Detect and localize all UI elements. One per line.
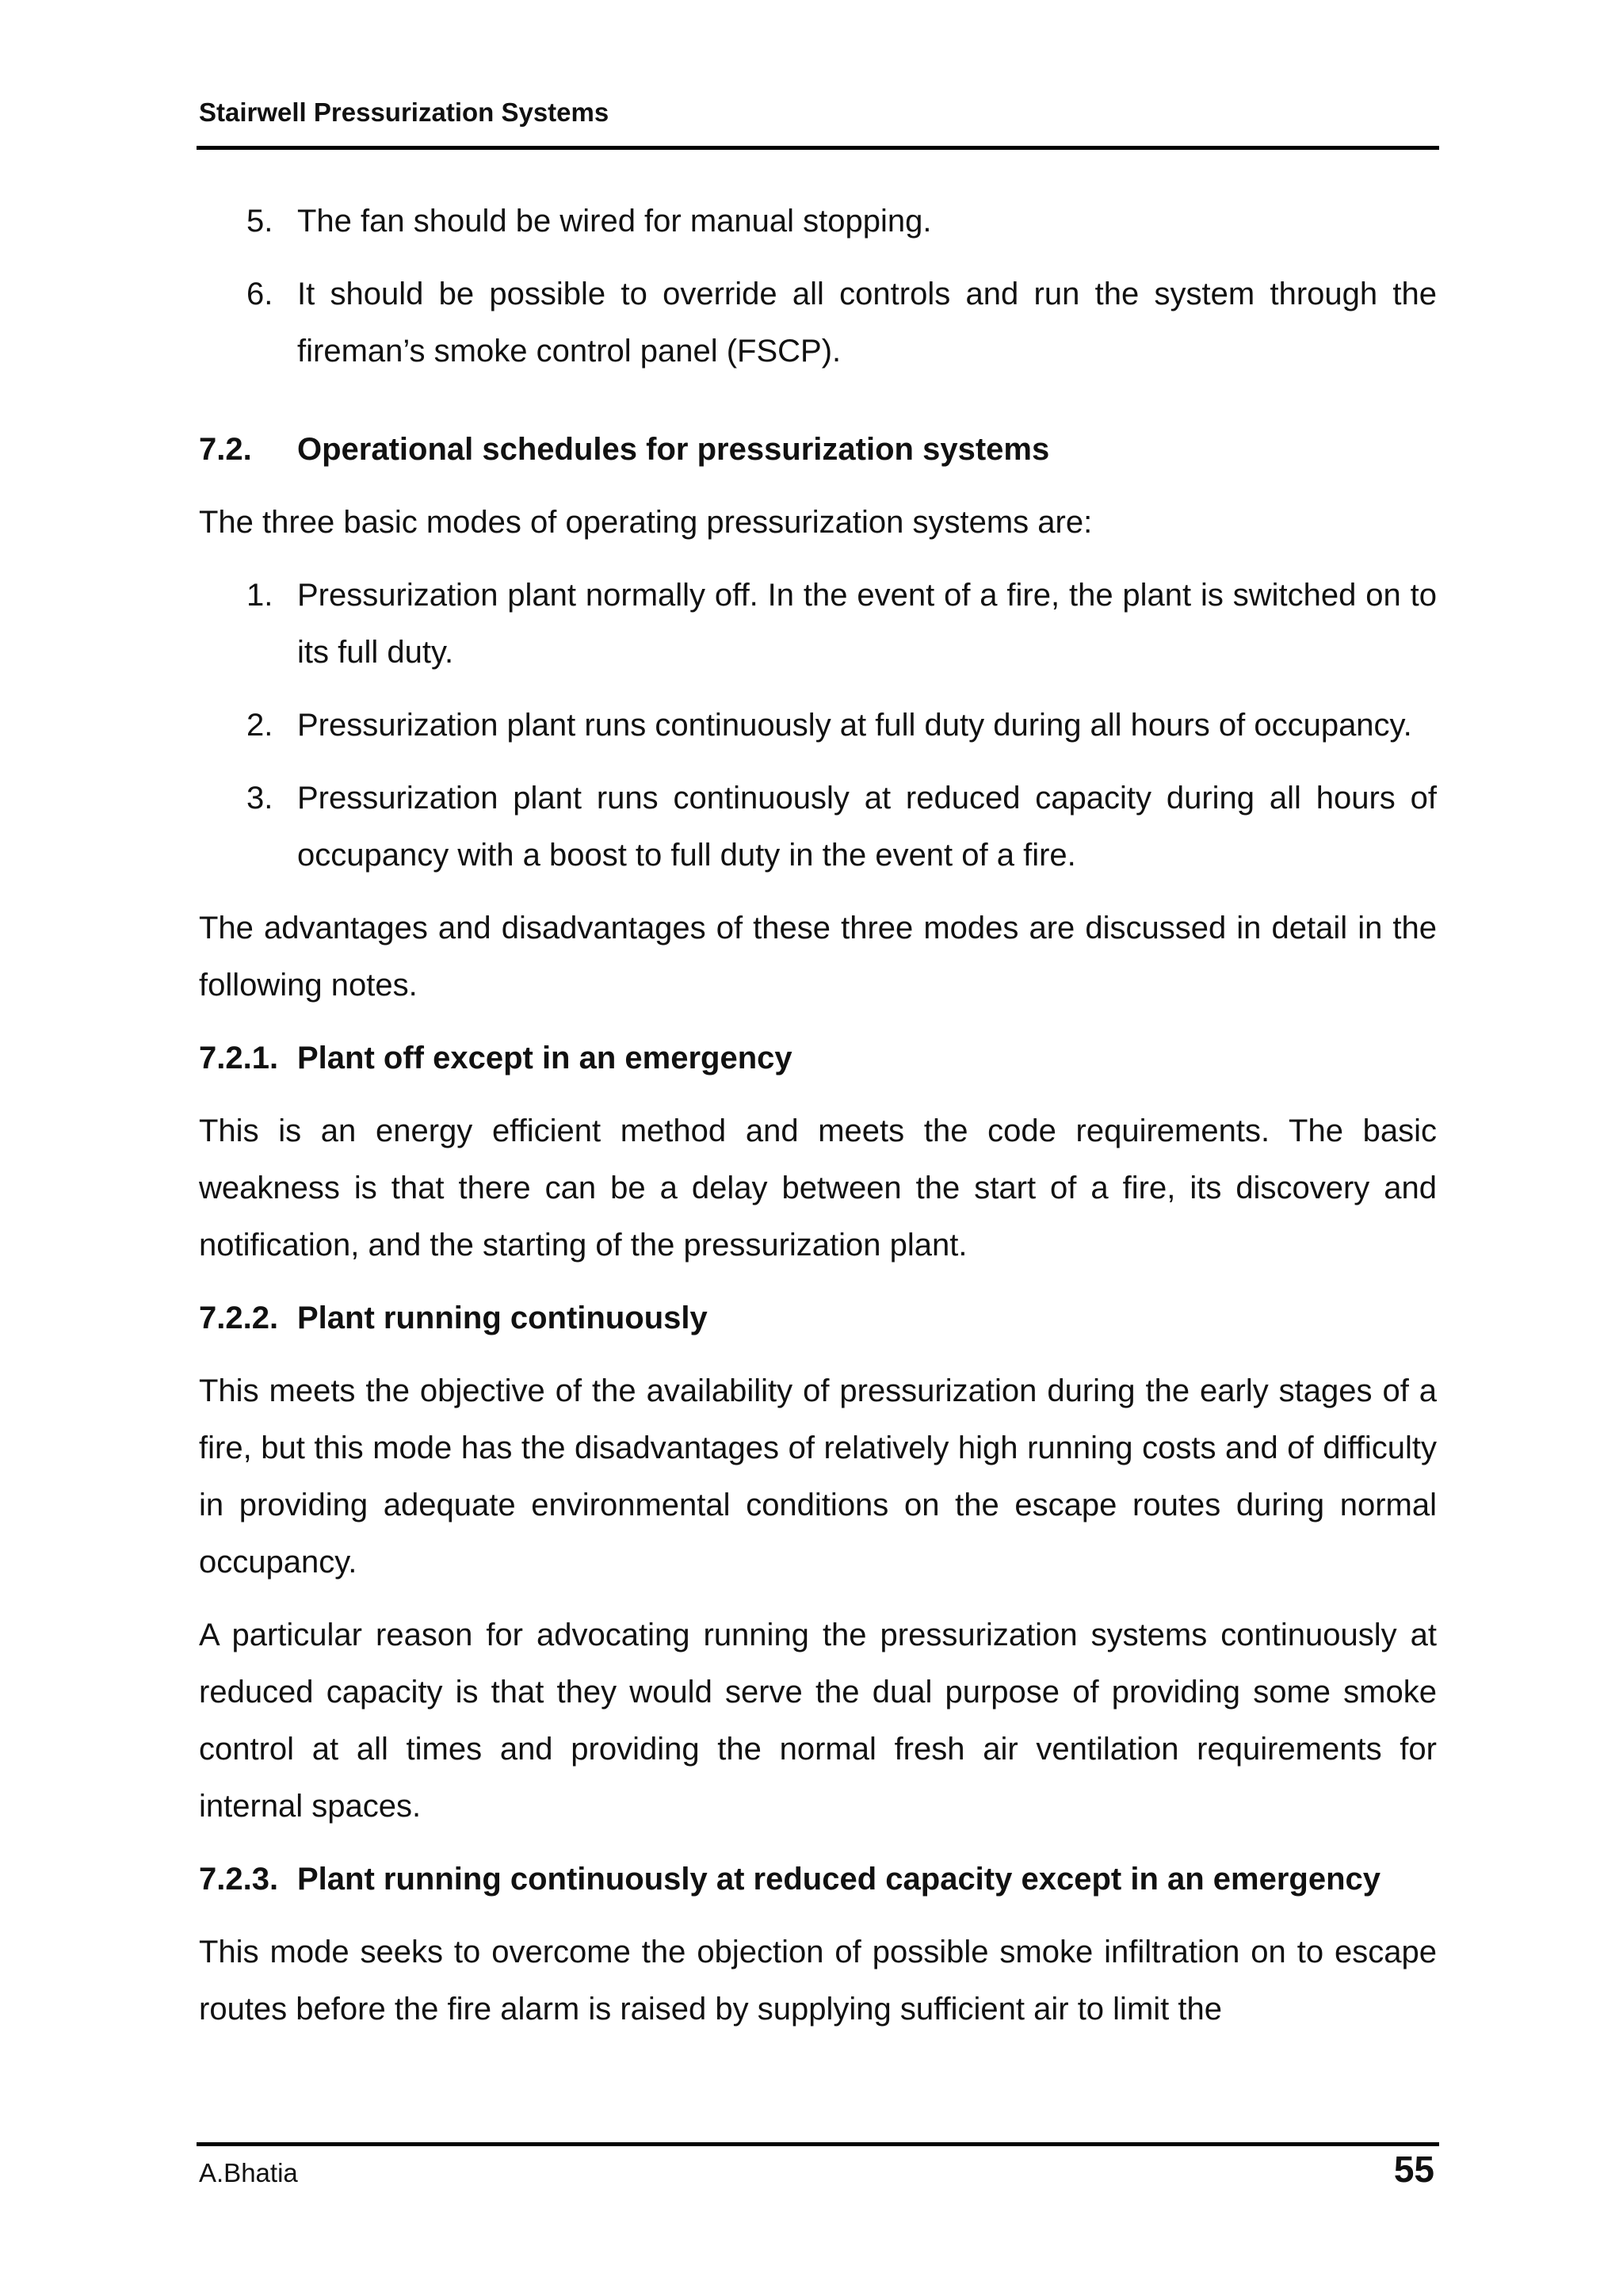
section-number: 7.2.2. (199, 1301, 279, 1335)
list-item (199, 193, 1437, 250)
section-heading-7-2-1 (199, 1030, 1437, 1087)
list-item-text: Pressurization plant normally off. In the event of a fire, the plant is switched on to its full duty. (297, 578, 1437, 670)
page-body (199, 193, 1437, 2053)
section-outro: The advantages and disadvantages of these three modes are discussed in detail in the following notes. (199, 911, 1437, 1003)
paragraph: A particular reason for advocating running the pressurization systems continuously at reduced capacity is that they would serve the dual purpose of providing some smoke control at all times and providing the normal fresh air ventilation requirements for internal spaces. (199, 1618, 1437, 1824)
section-number: 7.2. (199, 432, 252, 467)
section-number: 7.2.3. (199, 1862, 279, 1897)
list-item (199, 266, 1437, 380)
list-item-text: It should be possible to override all controls and run the system through the fireman’s smoke control panel (FSCP). (297, 277, 1437, 369)
list-item-text: Pressurization plant runs continuously at full duty during all hours of occupancy. (297, 708, 1412, 743)
continued-list (199, 193, 1437, 380)
section-title: Plant running continuously (297, 1301, 708, 1335)
page-number: 55 (1393, 2149, 1434, 2190)
list-item-text: The fan should be wired for manual stopping. (297, 204, 932, 239)
modes-list (199, 567, 1437, 884)
section-title: Plant running continuously at reduced capacity except in an emergency (297, 1862, 1381, 1897)
section-intro: The three basic modes of operating pressurization systems are: (199, 505, 1093, 540)
footer-author: A.Bhatia (199, 2158, 298, 2187)
paragraph: This is an energy efficient method and meets the code requirements. The basic weakness is that there can be a delay between the start of a fire, its discovery and notification, and the starting of the pressurization plant. (199, 1114, 1437, 1263)
list-item (199, 697, 1437, 754)
list-item-number: 3. (246, 781, 273, 816)
list-item (199, 567, 1437, 681)
list-item (199, 770, 1437, 884)
section-heading-7-2 (199, 421, 1437, 478)
list-item-number: 6. (246, 277, 273, 311)
section-number: 7.2.1. (199, 1041, 279, 1075)
list-item-number: 5. (246, 204, 273, 239)
paragraph: This meets the objective of the availability of pressurization during the early stages of a fire, but this mode has the disadvantages of relatively high running costs and of difficulty in providing adequate environmental conditions on the escape routes during normal occupancy. (199, 1373, 1437, 1580)
list-item-number: 2. (246, 708, 273, 743)
list-item-number: 1. (246, 578, 273, 613)
section-title: Plant off except in an emergency (297, 1041, 792, 1075)
header-rule (197, 146, 1439, 150)
section-heading-7-2-3 (199, 1851, 1437, 1908)
list-item-text: Pressurization plant runs continuously at reduced capacity during all hours of occupancy with a boost to full duty in the event of a fire. (297, 781, 1437, 873)
running-header: Stairwell Pressurization Systems (199, 97, 609, 127)
section-heading-7-2-2 (199, 1289, 1437, 1347)
footer-rule (197, 2142, 1439, 2146)
section-title: Operational schedules for pressurization systems (297, 432, 1050, 467)
paragraph: This mode seeks to overcome the objection of possible smoke infiltration on to escape routes before the fire alarm is raised by supplying sufficient air to limit the (199, 1935, 1437, 2027)
